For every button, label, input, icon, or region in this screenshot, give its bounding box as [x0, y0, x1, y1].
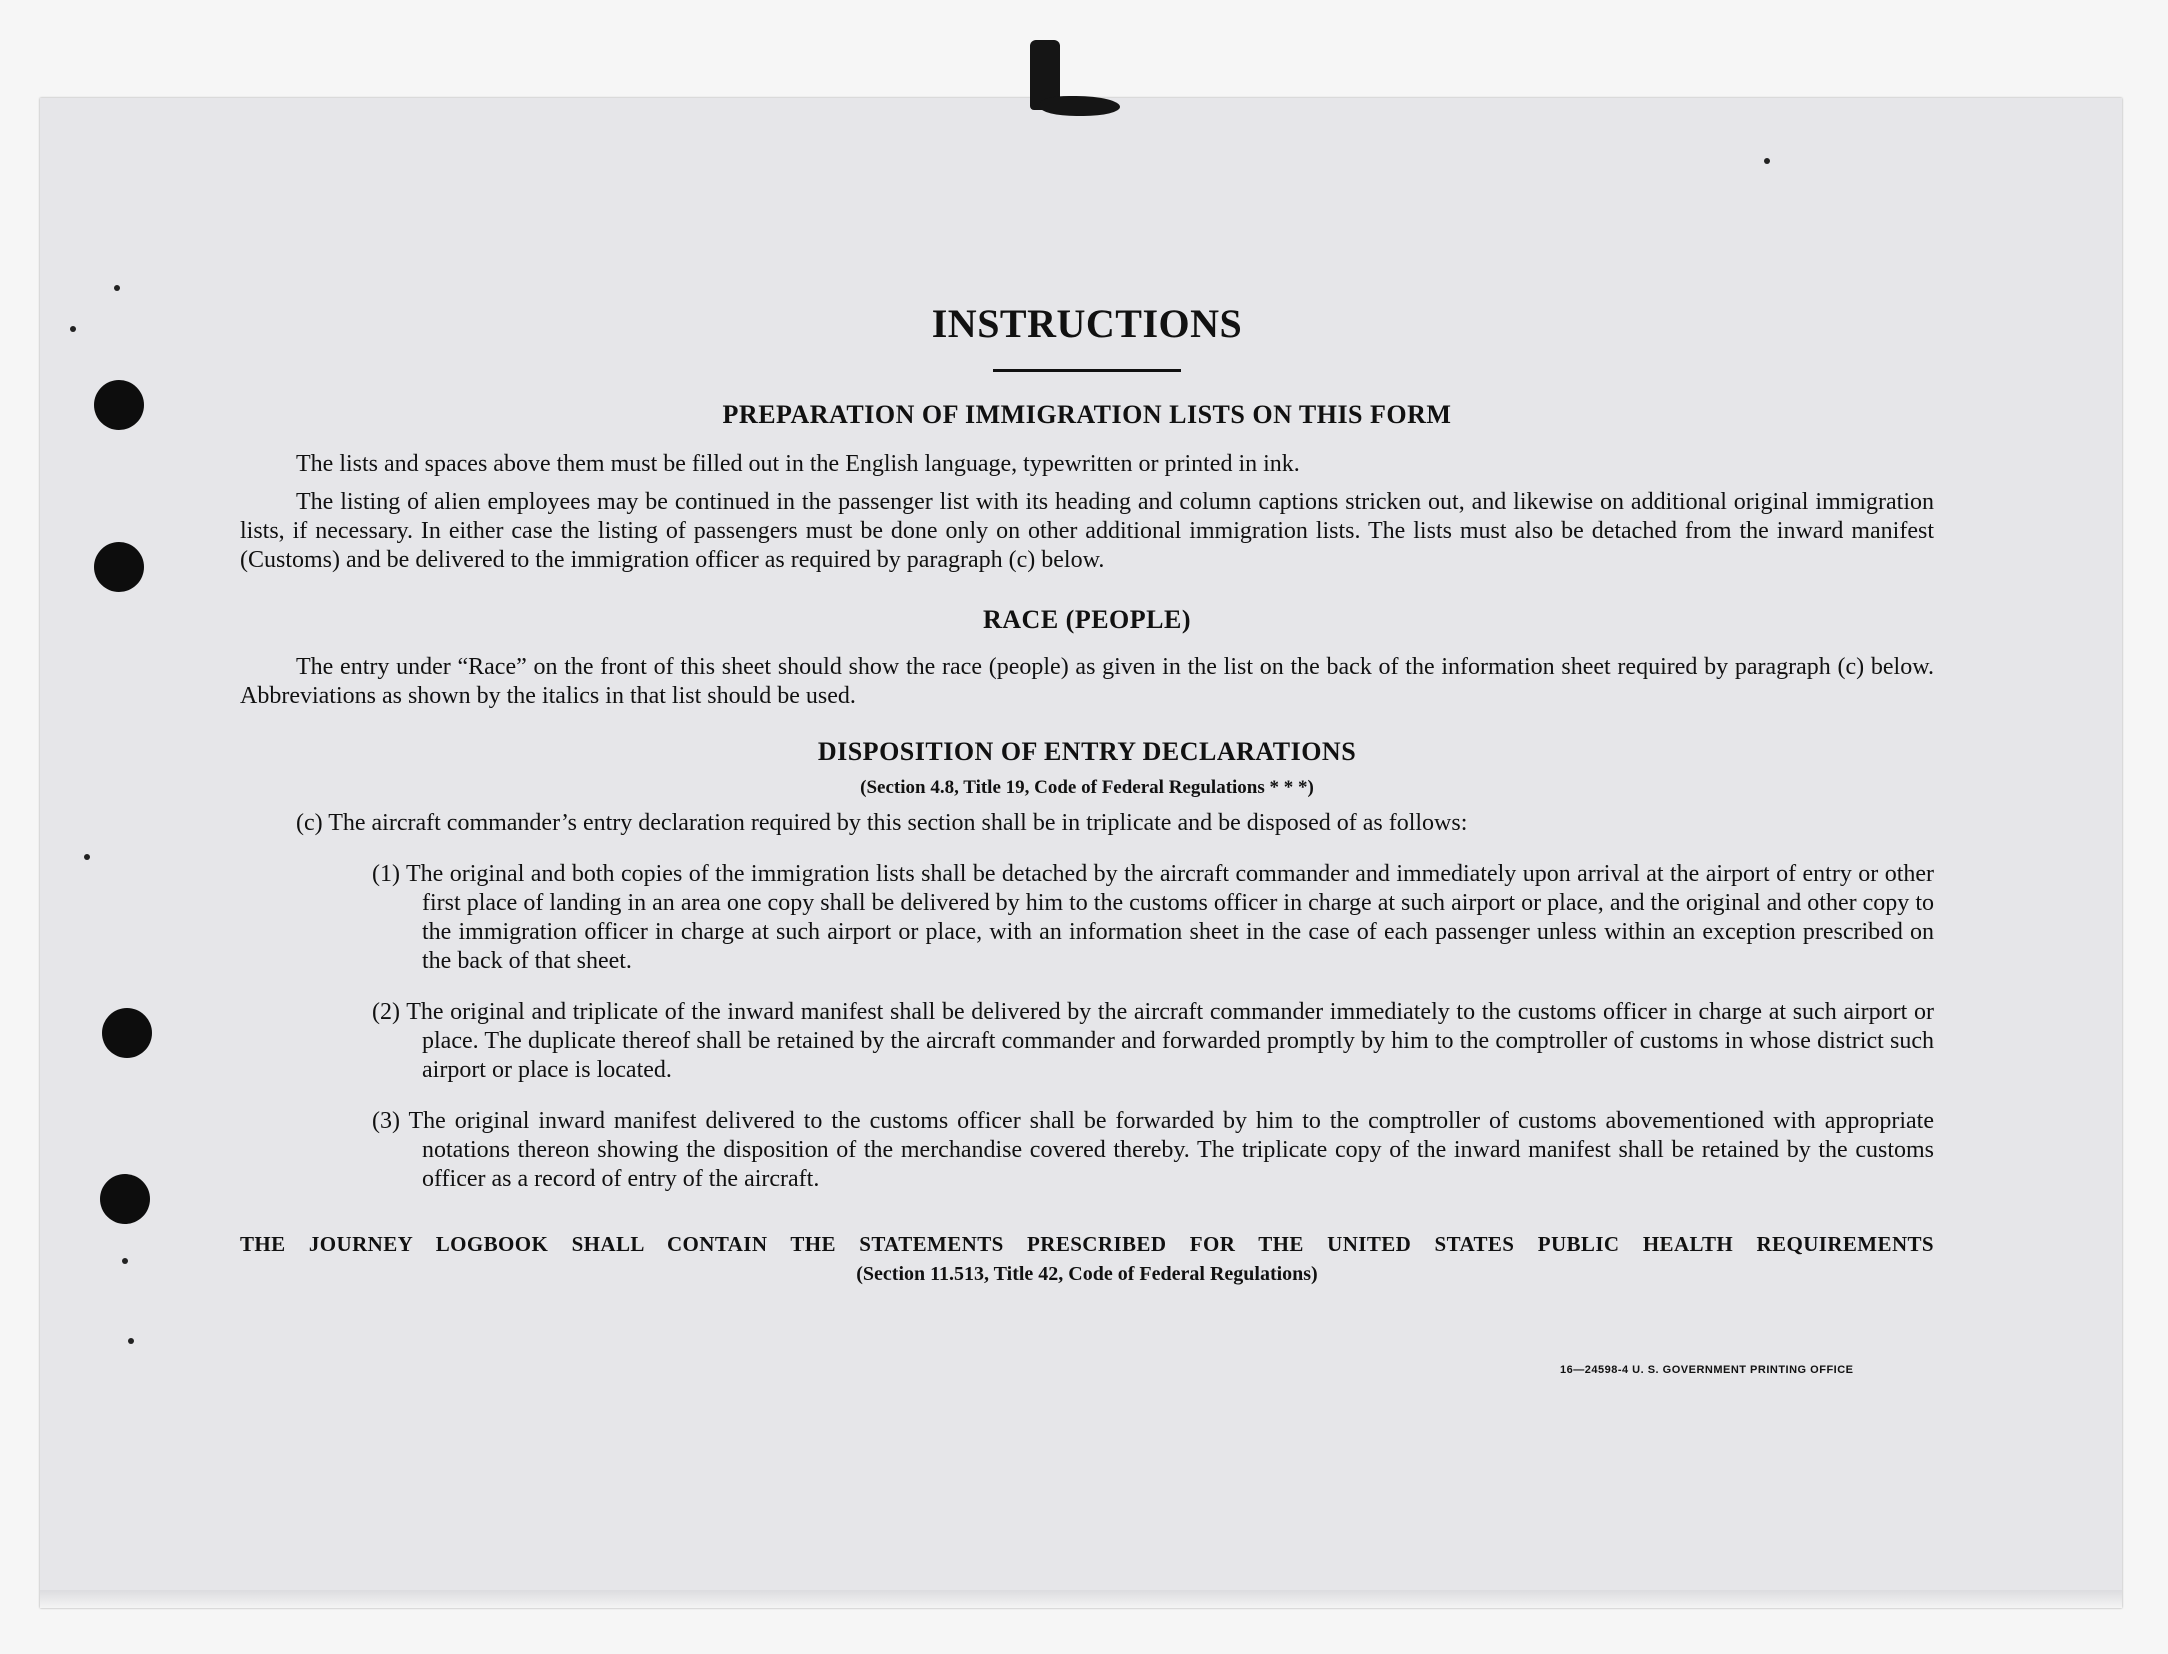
punch-hole-1: [94, 380, 144, 430]
disposition-citation: (Section 4.8, Title 19, Code of Federal Regulations * * *): [860, 777, 1314, 798]
speck: [122, 1258, 128, 1264]
punch-hole-3: [102, 1008, 152, 1058]
preparation-paragraph-2: The listing of alien employees may be continued in the passenger list with its heading and column captions stricken out, and likewise on additional original immigration lists, if necessary. In either case the listing of passengers must be done only on other additional immigration lists. The lists must also be detached from the inward manifest (Customs) and be delivered to the immigration officer as required by paragraph (c) below.: [240, 489, 1934, 573]
health-requirements-statement: THE JOURNEY LOGBOOK SHALL CONTAIN THE STATEMENTS PRESCRIBED FOR THE UNITED STATES PUBLIC HEALTH REQUIREMENTS: [240, 1232, 1934, 1256]
race-paragraph: The entry under “Race” on the front of this sheet should show the race (people) as given in the list on the back of the information sheet required by paragraph (c) below. Abbreviations as shown by the italics in that list should be used.: [240, 654, 1934, 709]
disposition-item-2: (2) The original and triplicate of the inward manifest shall be delivered by the aircraft commander immediately to the customs officer in charge at such airport or place. The duplicate thereof shall be retained by the aircraft commander and forwarded promptly by him to the comptroller of customs in whose district such airport or place is located.: [372, 999, 1934, 1083]
binding-tab-mark-base: [1040, 96, 1120, 116]
sheet-bottom-edge: [40, 1590, 2122, 1608]
title-underline: [993, 369, 1181, 372]
punch-hole-4: [100, 1174, 150, 1224]
speck: [1764, 158, 1770, 164]
disposition-heading: DISPOSITION OF ENTRY DECLARATIONS: [817, 737, 1357, 766]
speck: [128, 1338, 134, 1344]
race-heading: RACE (PEOPLE): [983, 605, 1191, 634]
preparation-paragraph-1: The lists and spaces above them must be filled out in the English language, typewritten or printed in ink.: [296, 451, 1300, 477]
punch-hole-2: [94, 542, 144, 592]
instructions-content: [240, 300, 1934, 1286]
speck: [84, 854, 90, 860]
disposition-item-1: (1) The original and both copies of the immigration lists shall be detached by the aircraft commander and immediately upon arrival at the airport of entry or other first place of landing in an area one copy shall be delivered by him to the customs officer in charge at such airport or place, and the original and other copy to the immigration officer in charge at such airport or place, with an information sheet in the case of each passenger unless within an exception prescribed on the back of that sheet.: [372, 861, 1934, 974]
page-title: INSTRUCTIONS: [931, 301, 1243, 346]
speck: [70, 326, 76, 332]
printing-office-code: 16—24598-4 U. S. GOVERNMENT PRINTING OFFICE: [1560, 1364, 1854, 1376]
disposition-intro: (c) The aircraft commander’s entry declaration required by this section shall be in triplicate and be disposed of as follows:: [296, 810, 1468, 836]
speck: [114, 285, 120, 291]
preparation-heading: PREPARATION OF IMMIGRATION LISTS ON THIS FORM: [722, 400, 1452, 429]
disposition-item-3: (3) The original inward manifest delivered to the customs officer shall be forwarded by him to the comptroller of customs abovementioned with appropriate notations thereon showing the disposition of the merchandise covered thereby. The triplicate copy of the inward manifest shall be retained by the customs officer as a record of entry of the aircraft.: [372, 1108, 1934, 1192]
health-requirements-citation: (Section 11.513, Title 42, Code of Federal Regulations): [856, 1263, 1318, 1285]
